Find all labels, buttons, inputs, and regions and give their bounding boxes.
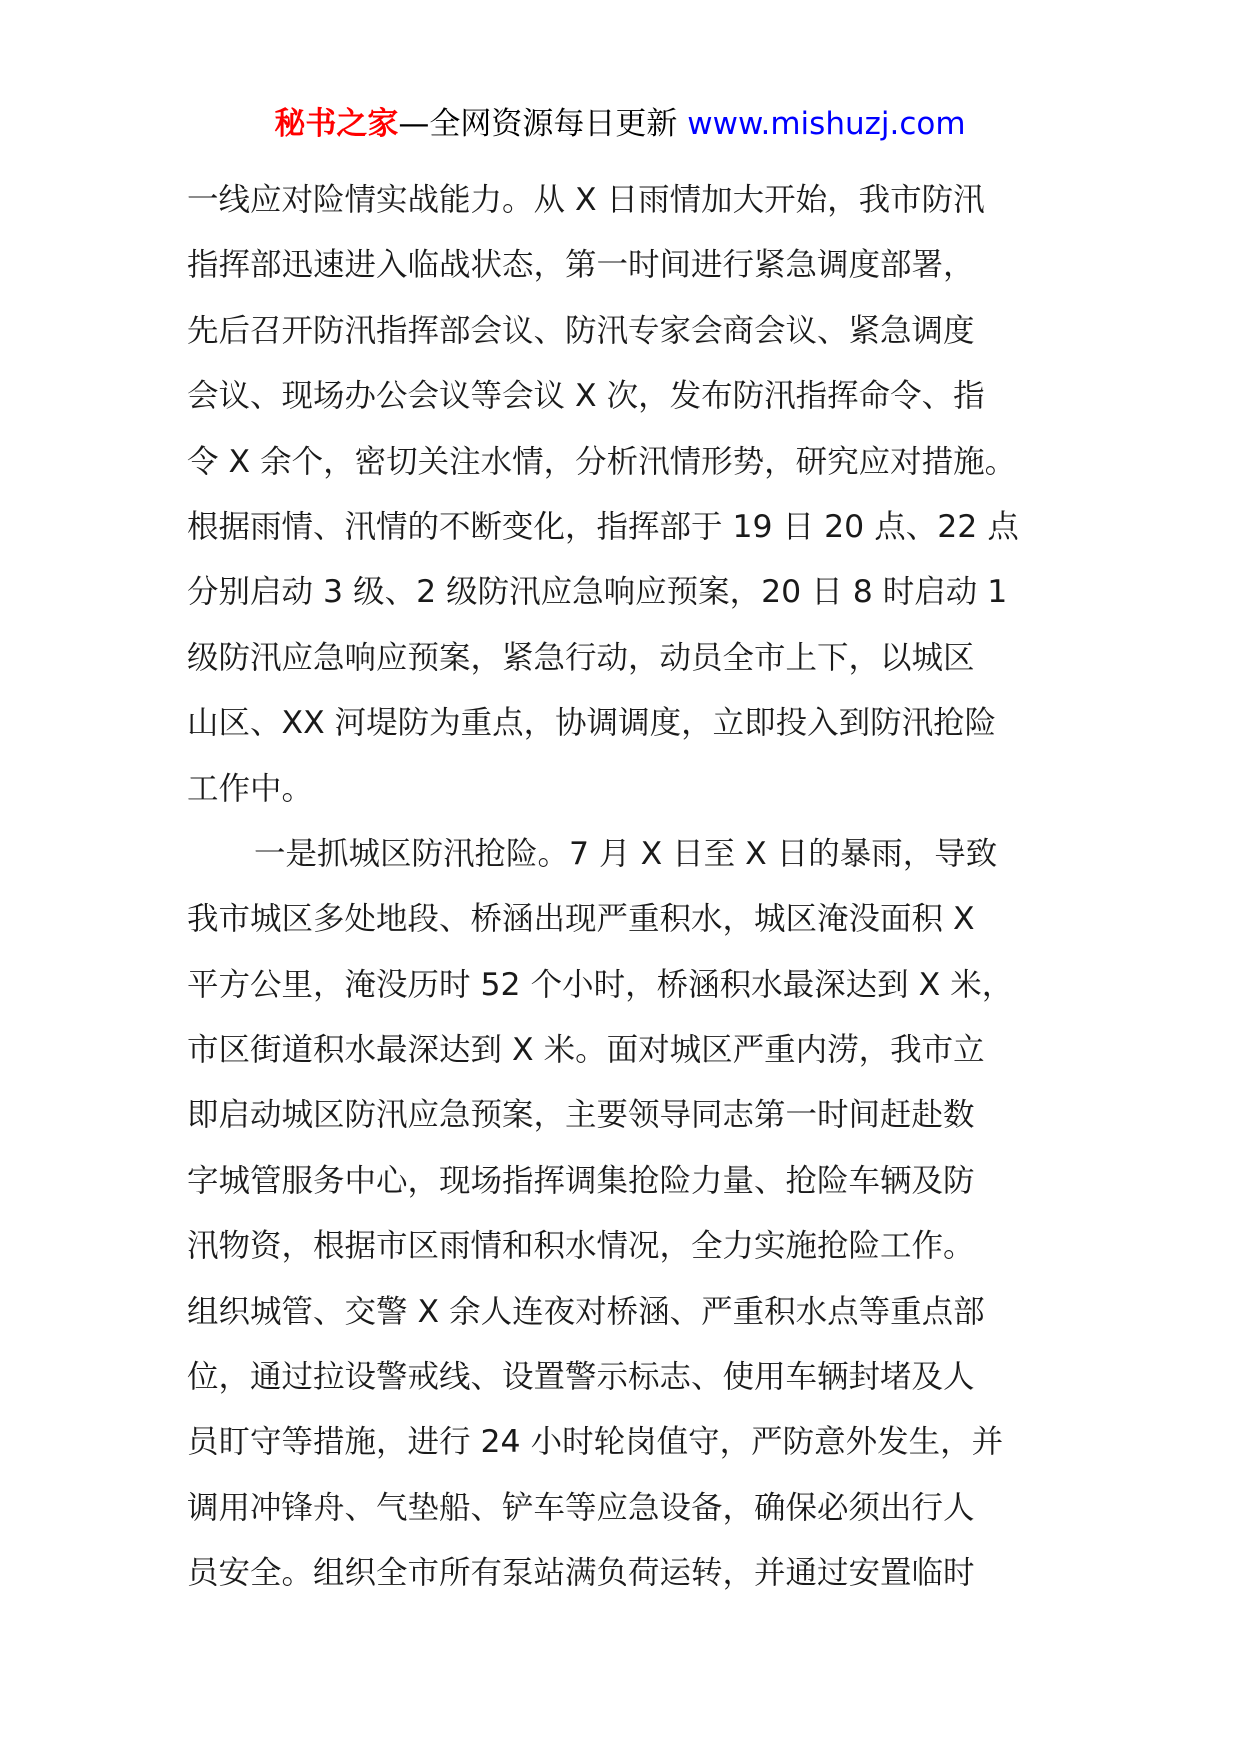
- body-line: 指挥部迅速进入临战状态，第一时间进行紧急调度部署，: [187, 247, 975, 284]
- body-line: 根据雨情、汛情的不断变化，指挥部于 19 日 20 点、22 点: [187, 508, 1019, 545]
- header-tagline: —全网资源每日更新: [398, 106, 678, 142]
- document-body: [187, 168, 1053, 1607]
- body-line: 山区、XX 河堤防为重点，协调调度，立即投入到防汛抢险: [187, 705, 997, 742]
- body-line: 市区街道积水最深达到 X 米。面对城区严重内涝，我市立: [187, 1032, 985, 1069]
- body-line: 位，通过拉设警戒线、设置警示标志、使用车辆封堵及人: [187, 1359, 975, 1396]
- body-line: 员盯守等措施，进行 24 小时轮岗值守，严防意外发生，并: [187, 1424, 1004, 1461]
- body-line: 我市城区多处地段、桥涵出现严重积水，城区淹没面积 X: [187, 901, 975, 938]
- body-line: 令 X 余个，密切关注水情，分析汛情形势，研究应对措施。: [187, 443, 1017, 480]
- body-line: 即启动城区防汛应急预案，主要领导同志第一时间赶赴数: [187, 1097, 975, 1134]
- body-line: 会议、现场办公会议等会议 X 次，发布防汛指挥命令、指: [187, 378, 985, 415]
- body-line: 调用冲锋舟、气垫船、铲车等应急设备，确保必须出行人: [187, 1489, 975, 1526]
- body-line: 级防汛应急响应预案，紧急行动，动员全市上下，以城区: [187, 639, 975, 676]
- header-brand: 秘书之家: [274, 106, 399, 142]
- body-line: 汛物资，根据市区雨情和积水情况，全力实施抢险工作。: [187, 1228, 975, 1265]
- header-url-link[interactable]: www.mishuzj.com: [687, 106, 966, 142]
- page-header: [0, 102, 1240, 146]
- body-line: 平方公里，淹没历时 52 个小时，桥涵积水最深达到 X 米，: [187, 966, 1014, 1003]
- body-line: 先后召开防汛指挥部会议、防汛专家会商会议、紧急调度: [187, 312, 975, 349]
- body-line: 工作中。: [187, 770, 314, 807]
- body-line: 一线应对险情实战能力。从 X 日雨情加大开始，我市防汛: [187, 182, 985, 218]
- body-line: 字城管服务中心，现场指挥调集抢险力量、抢险车辆及防: [187, 1162, 975, 1199]
- body-line: 员安全。组织全市所有泵站满负荷运转，并通过安置临时: [187, 1555, 975, 1592]
- body-line-indented: 一是抓城区防汛抢险。7 月 X 日至 X 日的暴雨，导致: [254, 835, 998, 872]
- body-line: 组织城管、交警 X 余人连夜对桥涵、严重积水点等重点部: [187, 1293, 985, 1330]
- body-line: 分别启动 3 级、2 级防汛应急响应预案，20 日 8 时启动 1: [187, 574, 1008, 611]
